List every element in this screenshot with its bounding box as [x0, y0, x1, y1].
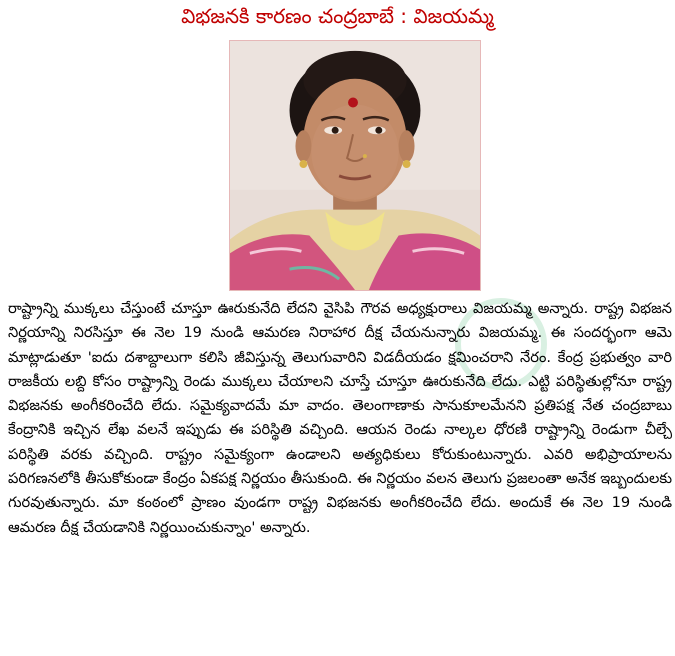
article-body: రాష్ట్రాన్ని ముక్కలు చేస్తుంటే చూస్తూ ఊరుకునేది లేదని వైసిపి గౌరవ అధ్యక్షురాలు విజయమ్మ అన్నారు. రాష్ట్ర విభజన నిర్ణయాన్ని నిరసిస్తూ ఈ నెల 19 నుండి ఆమరణ నిరాహార దీక్ష చేయనున్నారు విజయమ్మ. ఈ సందర్భంగా ఆమె మాట్లాడుతూ 'ఐదు దశాబ్దాలుగా కలిసి జీవిస్తున్న తెలుగువారిని విడదీయడం క్షమించరాని నేరం. కేంద్ర ప్రభుత్వం వారి రాజకీయ లబ్ది కోసం రాష్ట్రాన్ని రెండు ముక్కలు చేయాలని చూస్తే చూస్తూ ఊరుకునేది లేదు. ఎట్టి పరిస్థితుల్లోనూ రాష్ట్ర విభజనకు అంగీకరించేది లేదు. సమైక్యవాదమే మా వాదం. తెలంగాణాకు సానుకూలమేనని ప్రతిపక్ష నేత చంద్రబాబు కేంద్రానికి ఇచ్చిన లేఖ వలనే ఇప్పుడు ఈ పరిస్థితి వచ్చింది. ఆయన రెండు నాల్కల ధోరణి రాష్ట్రాన్ని రెండుగా చీల్చే పరిస్థితి వరకు వచ్చింది. రాష్ట్రం సమైక్యంగా ఉండాలని అత్యధికులు కోరుకుంటున్నారు. ఎవరి అభిప్రాయాలను పరిగణనలోకి తీసుకోకుండా కేంద్రం ఏకపక్ష నిర్ణయం తీసుకుంది. ఈ నిర్ణయం వలన తెలుగు ప్రజలంతా అనేక ఇబ్బందులకు గురవుతున్నారు. మా కంఠంలో ప్రాణం వుండగా రాష్ట్ర విభజనకు అంగీకరించేది లేదు. అందుకే ఈ నెల 19 నుండి ఆమరణ దీక్ష చేయడానికి నిర్ణయించుకున్నాం' అన్నారు.: [8, 300, 672, 536]
portrait-photo: [229, 40, 481, 291]
portrait-illustration: [230, 41, 480, 290]
headline: విభజనకి కారణం చంద్రబాబే : విజయమ్మ: [181, 4, 494, 28]
